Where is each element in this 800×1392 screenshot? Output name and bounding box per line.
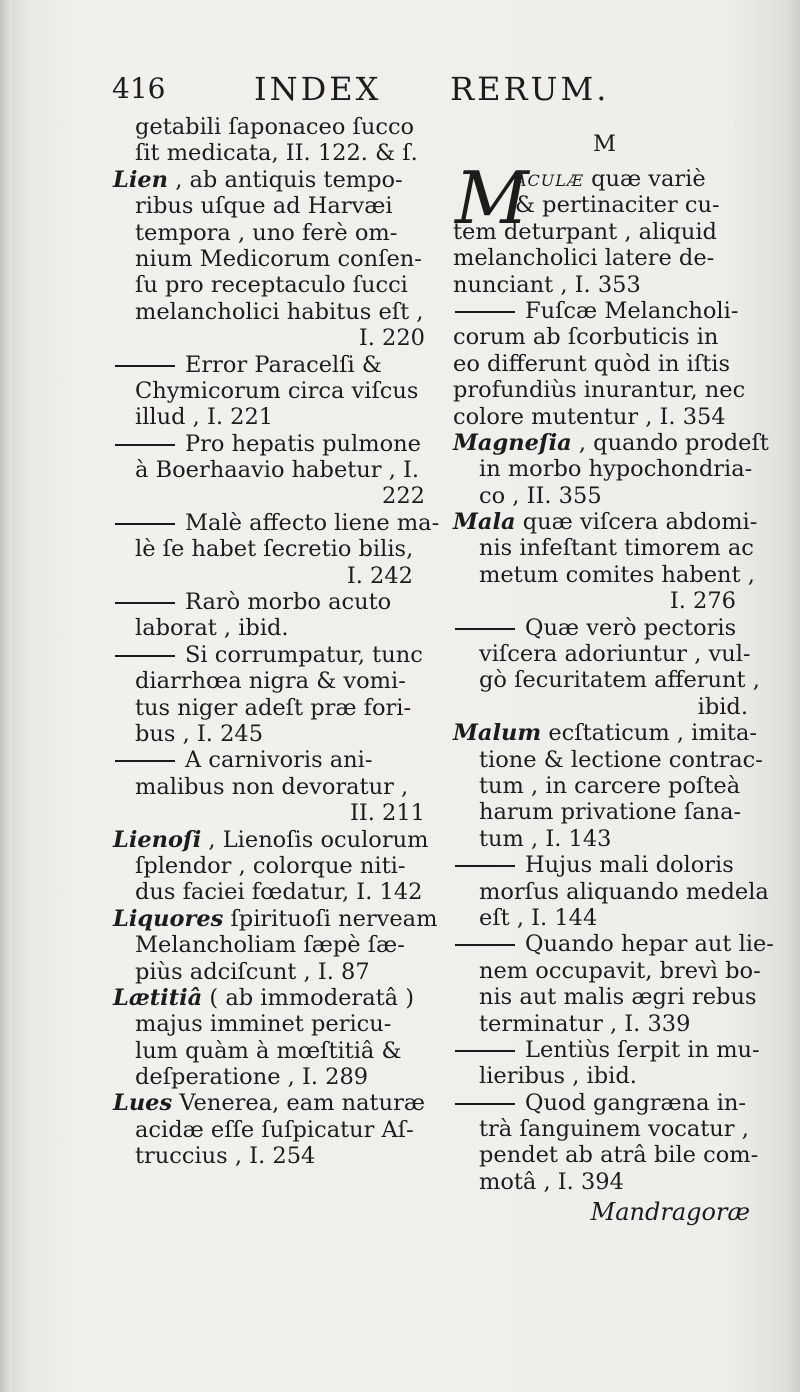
- right-column: [453, 114, 774, 1227]
- sub-entry-line: [113, 431, 433, 457]
- sub-entry-text: Rarò morbo acuto: [185, 589, 392, 616]
- line-text: à Boerhaavio habetur , I.: [135, 457, 420, 484]
- continuation-line: [113, 457, 433, 483]
- drop-cap-initial: M: [455, 156, 529, 240]
- line-text: melancholici latere de-: [453, 245, 715, 272]
- line-text: gò ſecuritatem afferunt ,: [479, 667, 760, 694]
- line-text: I. 220: [358, 325, 425, 352]
- entry-lemma: Mala: [453, 509, 516, 536]
- continuation-line: [453, 324, 756, 350]
- index-entry-line: [113, 985, 433, 1011]
- continuation-line: [453, 667, 760, 694]
- sub-entry-text: Fuſcæ Melancholi-: [525, 297, 739, 324]
- page-reference-line: [453, 694, 756, 720]
- continuation-line: [113, 615, 433, 641]
- entry-lemma: Liquores: [113, 905, 224, 932]
- sub-entry-text: Si corrumpatur, tunc: [185, 641, 423, 668]
- continuation-line: [113, 299, 433, 325]
- continuation-line: [453, 404, 756, 430]
- sub-entry-line: [453, 1036, 760, 1063]
- em-dash-rule: [455, 628, 515, 630]
- page-reference-line: [113, 800, 433, 826]
- sub-entry-line: [113, 509, 440, 536]
- entry-text: , Lienoſis oculorum: [201, 826, 429, 853]
- continuation-line: [113, 193, 433, 219]
- continuation-line: [453, 245, 756, 271]
- line-text: morſus aliquando medela: [479, 878, 769, 905]
- continuation-line: [113, 140, 433, 166]
- continuation-line: [113, 959, 433, 985]
- line-text: tione & lectione contrac-: [479, 746, 763, 773]
- continuation-line: [453, 535, 756, 561]
- entry-lemma: Malum: [453, 720, 542, 747]
- line-text: Melancholiam ſæpè ſæ-: [135, 932, 405, 959]
- line-text: dus faciei fœdatur, I. 142: [135, 879, 423, 906]
- sub-entry-text: Lentiùs ſerpit in mu-: [525, 1036, 760, 1063]
- line-text: nem occupavit, brevì bo-: [479, 957, 761, 984]
- line-text: trà ſanguinem vocatur ,: [479, 1116, 749, 1143]
- continuation-line: [113, 1117, 433, 1143]
- line-text: eo differunt quòd in iſtis: [453, 350, 730, 377]
- line-text: lieribus , ibid.: [479, 1063, 637, 1090]
- continuation-line: [453, 483, 756, 509]
- continuation-line: [113, 932, 433, 958]
- page-reference-line: [113, 483, 433, 509]
- entry-text: ( ab immoderatâ ): [202, 984, 414, 1011]
- line-text: lè ſe habet ſecretio bilis,: [135, 536, 414, 563]
- line-text: piùs adciſcunt , I. 87: [135, 958, 370, 985]
- page-reference-line: [113, 563, 433, 589]
- line-text: 222: [382, 483, 425, 510]
- line-text: in morbo hypochondria-: [479, 456, 753, 483]
- sub-entry-text: Pro hepatis pulmone: [185, 430, 421, 457]
- line-text: nis aut malis ægri rebus: [479, 984, 757, 1011]
- em-dash-rule: [115, 760, 175, 762]
- em-dash-rule: [455, 1050, 515, 1052]
- continuation-line: [453, 456, 756, 482]
- continuation-line: [113, 1143, 433, 1169]
- entry-lemma: Lætitiâ: [113, 984, 203, 1011]
- continuation-line: [113, 272, 433, 298]
- continuation-line: [453, 957, 761, 984]
- sub-entry-line: [453, 931, 774, 958]
- sub-entry-line: [453, 852, 756, 878]
- line-text: ſu pro receptaculo ſucci: [135, 272, 408, 299]
- continuation-line: [453, 799, 756, 825]
- continuation-line: [113, 879, 433, 905]
- line-text: lum quàm à mœſtitiâ &: [135, 1037, 402, 1064]
- line-text: II. 211: [349, 800, 425, 827]
- sub-entry-line: [113, 747, 433, 773]
- em-dash-rule: [455, 865, 515, 867]
- line-text: pendet ab atrâ bile com-: [479, 1142, 759, 1169]
- line-text: tum , I. 143: [479, 825, 612, 852]
- index-entry-line: [453, 429, 769, 456]
- page-reference-line: [453, 588, 756, 614]
- continuation-line: [453, 1116, 756, 1142]
- em-dash-rule: [115, 655, 175, 657]
- continuation-line: [113, 114, 433, 140]
- continuation-line: [453, 773, 756, 799]
- sub-entry-text: Quæ verò pectoris: [525, 614, 737, 641]
- sub-entry-text: Quando hepar aut lie-: [525, 931, 774, 958]
- line-text: tus niger adeſt præ fori-: [135, 694, 412, 721]
- entry-lemma: Lienoſi: [113, 826, 202, 853]
- catchword: Mandragoræ: [590, 1198, 750, 1227]
- continuation-line: [453, 905, 756, 931]
- sub-entry-line: [113, 352, 433, 378]
- sub-entry-line: [453, 615, 756, 641]
- continuation-line: [453, 826, 756, 852]
- continuation-line: [113, 774, 433, 800]
- line-text: eſt , I. 144: [479, 904, 598, 931]
- line-text: tempora , uno ferè om-: [135, 219, 398, 246]
- line-text: profundiùs inurantur, nec: [453, 377, 746, 404]
- line-text: ſplendor , colorque niti-: [135, 852, 406, 879]
- page-gutter-shadow: [0, 0, 12, 1392]
- em-dash-rule: [115, 523, 175, 525]
- entry-text: ſpirituoſi nerveam: [223, 905, 438, 932]
- continuation-line: [113, 220, 433, 246]
- sub-entry-line: [113, 642, 433, 668]
- line-text: acidæ eſſe ſuſpicatur Aſ-: [135, 1116, 414, 1143]
- continuation-line: [113, 1011, 433, 1037]
- page-number: 416: [112, 72, 166, 105]
- continuation-line: [453, 1169, 756, 1195]
- em-dash-rule: [115, 444, 175, 446]
- left-column: [113, 114, 440, 1170]
- sub-entry-text: Hujus mali doloris: [525, 852, 734, 879]
- em-dash-rule: [115, 602, 175, 604]
- continuation-line: [113, 853, 433, 879]
- line-text: truccius , I. 254: [135, 1143, 316, 1170]
- initial-line-caps: ACULÆ: [515, 171, 584, 190]
- line-text: nium Medicorum conſen-: [135, 245, 422, 272]
- line-text: motâ , I. 394: [479, 1168, 624, 1195]
- continuation-line: [453, 1142, 759, 1169]
- index-entry-line: [113, 905, 438, 932]
- sub-entry-line: [453, 298, 756, 324]
- em-dash-rule: [455, 311, 515, 313]
- initial-line-text: quæ variè: [583, 166, 706, 192]
- line-text: terminatur , I. 339: [479, 1010, 691, 1037]
- line-text: harum privatione ſana-: [479, 799, 742, 826]
- continuation-line: [453, 1063, 756, 1089]
- line-text: Chymicorum circa viſcus: [135, 377, 419, 404]
- entry-text: Venerea, eam naturæ: [172, 1090, 425, 1117]
- entry-lemma: Lues: [113, 1090, 173, 1117]
- continuation-line: [453, 272, 756, 298]
- continuation-line: [113, 695, 433, 721]
- sub-entry-line: [453, 1090, 756, 1116]
- continuation-line: [453, 878, 769, 905]
- index-entry-line: [113, 167, 433, 193]
- sub-entry-text: Error Paracelſi &: [185, 351, 382, 378]
- em-dash-rule: [455, 1103, 515, 1105]
- continuation-line: [113, 668, 433, 694]
- continuation-line: [113, 1038, 433, 1064]
- continuation-line: [453, 351, 756, 377]
- index-entry-line: [113, 827, 433, 853]
- header-title-left: INDEX: [254, 70, 382, 108]
- entry-text: quæ viſcera abdomi-: [515, 509, 758, 536]
- entry-text: ecſtaticum , imita-: [541, 720, 757, 747]
- line-text: diarrhœa nigra & vomi-: [135, 668, 406, 695]
- sub-entry-text: A carnivoris ani-: [185, 747, 373, 774]
- section-letter: M: [592, 131, 617, 157]
- entry-text: , ab antiquis tempo-: [168, 166, 403, 193]
- line-text: corum ab ſcorbuticis in: [453, 324, 719, 351]
- page-reference-line: [113, 325, 433, 351]
- line-text: metum comites habent ,: [479, 561, 755, 588]
- line-text: tum , in carcere poſteà: [479, 772, 741, 799]
- line-text: tem deturpant , aliquid: [453, 218, 717, 245]
- continuation-line: [113, 404, 433, 430]
- continuation-line: [113, 246, 433, 272]
- line-text: co , II. 355: [479, 482, 602, 509]
- line-text: bus , I. 245: [135, 720, 264, 747]
- index-entry-line: [113, 1090, 433, 1116]
- line-text: melancholici habitus eſt ,: [135, 298, 424, 325]
- line-text: ribus uſque ad Harvæi: [135, 193, 393, 220]
- continuation-line: [113, 378, 433, 404]
- index-entry-line: [453, 720, 756, 746]
- em-dash-rule: [455, 944, 515, 946]
- line-text: nunciant , I. 353: [453, 271, 641, 298]
- line-text: malibus non devoratur ,: [135, 773, 409, 800]
- continuation-line: [113, 721, 433, 747]
- continuation-line: [453, 377, 756, 403]
- index-entry-line: [453, 509, 756, 535]
- continuation-line: [113, 1064, 433, 1090]
- right-entries: [453, 218, 774, 1195]
- entry-text: , quando prodeſt: [571, 429, 769, 456]
- line-text: nis infeſtant timorem ac: [479, 535, 754, 562]
- line-text: getabili ſaponaceo ſucco: [135, 114, 415, 140]
- line-text: colore mutentur , I. 354: [453, 403, 726, 430]
- continuation-line: [453, 746, 763, 773]
- entry-lemma: Lien: [113, 166, 169, 193]
- sub-entry-text: Malè affecto liene ma-: [185, 509, 440, 536]
- line-text: ibid.: [697, 693, 748, 720]
- sub-entry-line: [113, 589, 433, 615]
- sub-entry-text: Quod gangræna in-: [525, 1089, 747, 1116]
- line-text: ſit medicata, II. 122. & ſ.: [135, 140, 418, 167]
- entry-lemma: Magneſia: [453, 429, 572, 456]
- header-title-right: RERUM.: [450, 70, 610, 108]
- continuation-line: [453, 984, 756, 1010]
- continuation-line: [113, 536, 433, 562]
- line-text: deſperatione , I. 289: [135, 1064, 369, 1091]
- em-dash-rule: [115, 365, 175, 367]
- continuation-line: [453, 1011, 756, 1037]
- line-text: laborat , ibid.: [135, 615, 289, 642]
- continuation-line: [453, 562, 756, 588]
- line-text: viſcera adoriuntur , vul-: [479, 641, 751, 668]
- running-header: [112, 70, 752, 114]
- initial-line-text: & pertinaciter cu-: [515, 192, 720, 219]
- line-text: majus imminet pericu-: [135, 1011, 392, 1038]
- line-text: I. 276: [669, 588, 736, 615]
- line-text: illud , I. 221: [135, 404, 274, 431]
- continuation-line: [453, 641, 756, 667]
- line-text: I. 242: [346, 562, 413, 589]
